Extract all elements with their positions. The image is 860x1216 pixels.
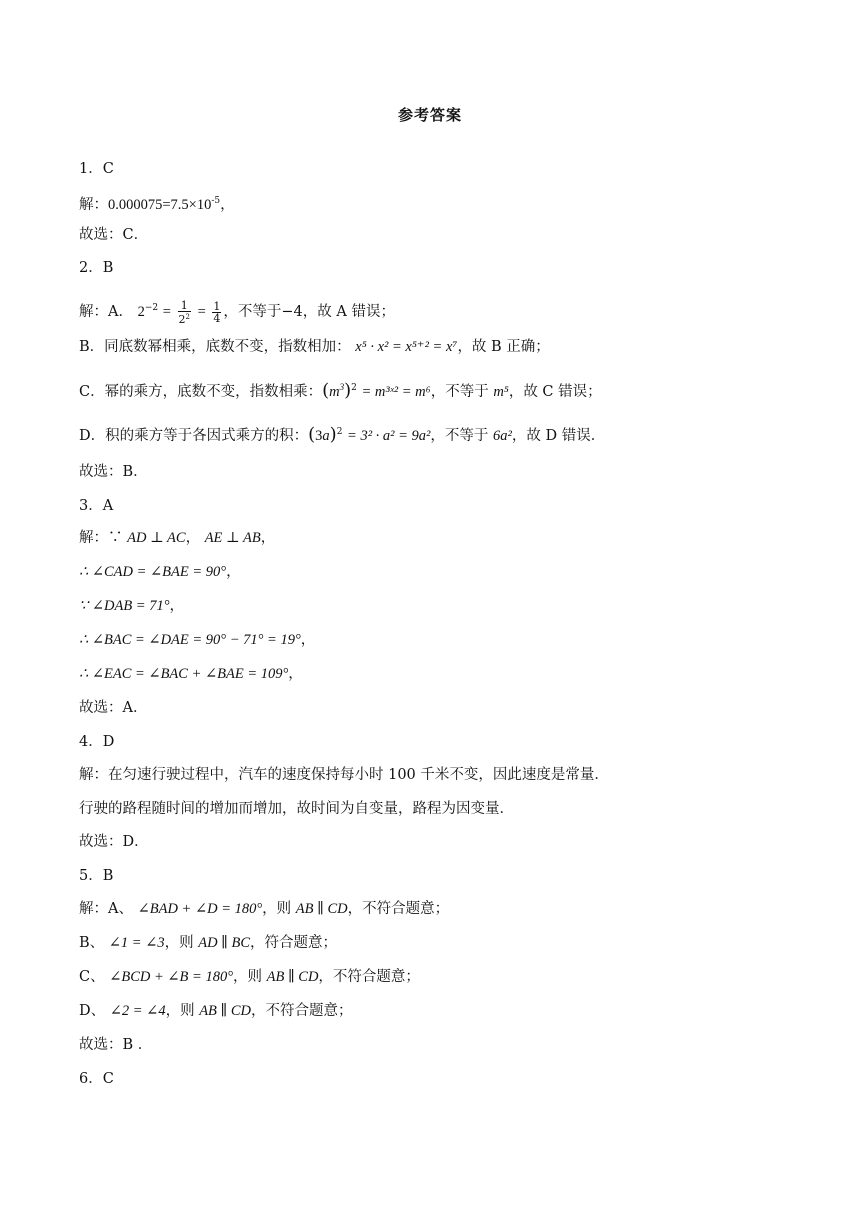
q5-d-tail: ，不符合题意； <box>251 1003 353 1019</box>
q5-a-prefix: 解：A、 <box>79 901 133 917</box>
q3-line-1 <box>79 528 275 548</box>
q3-answer: 3．A <box>79 498 114 514</box>
q5-c-then: ，则 <box>233 969 262 985</box>
q5-b-prefix: B、 <box>79 935 105 951</box>
q5-b-tail: ，符合题意； <box>250 935 338 951</box>
q1-choose: 故选：C． <box>79 227 149 243</box>
q4-choose: 故选：D． <box>79 834 149 850</box>
q2-option-b <box>79 337 550 357</box>
q2-a-exp: −2 <box>144 303 159 313</box>
q5-b-expr: ∠1 = ∠3 <box>108 935 165 951</box>
q3-line-2 <box>79 562 241 582</box>
q2-c-rparen: ) <box>344 380 352 401</box>
q5-d-prefix: D、 <box>79 1003 106 1019</box>
q5-d-par: AB ∥ CD <box>199 1003 252 1019</box>
q1-solution-exponent: -5 <box>211 196 221 206</box>
q2-a-eq2: = <box>197 304 206 320</box>
q2-d-lparen: ( <box>308 424 316 445</box>
q5-b-then: ，则 <box>164 935 194 951</box>
q3-l4-expr: ∴ ∠BAC = ∠DAE = 90° − 71° = 19° <box>79 632 301 648</box>
q2-d-tail: ，故 D 错误． <box>511 428 606 444</box>
q5-d-then: ，则 <box>165 1003 195 1019</box>
q1-solution-expr: 0.000075=7.5×10 <box>108 197 212 213</box>
q2-answer: 2．B <box>79 260 114 276</box>
q5-a-par: AB ∥ CD <box>295 901 348 917</box>
q5-a-tail: ，不符合题意； <box>347 901 450 917</box>
q3-l1-prefix: 解：∵ <box>79 530 123 546</box>
q3-l1-sep: ， <box>185 530 201 546</box>
q2-a-f1-den-base: 2 <box>178 312 186 326</box>
q2-a-base: 2 <box>137 304 145 320</box>
q1-solution-prefix: 解： <box>79 197 108 213</box>
q2-a-tail: ，不等于−4，故 A 错误； <box>223 304 395 320</box>
q4-line-2: 行驶的路程随时间的增加而增加，故时间为自变量，路程为因变量． <box>79 801 514 817</box>
q2-d-text: D．积的乘方等于各因式乘方的积： <box>79 428 309 444</box>
q5-d-expr: ∠2 = ∠4 <box>109 1003 166 1019</box>
q3-l4-comma: ， <box>300 632 316 648</box>
q2-a-prefix: 解：A． <box>79 304 133 320</box>
q5-c-prefix: C、 <box>79 969 105 985</box>
q2-c-expr-tail: = m³ˣ² = m⁶ <box>361 384 431 400</box>
q5-option-b <box>79 933 337 953</box>
q5-option-a <box>79 899 449 919</box>
q3-line-5 <box>79 664 303 684</box>
q2-d-outer-exp: 2 <box>336 427 343 437</box>
q5-a-then: ，则 <box>262 901 292 917</box>
q3-l1-expr1: AD ⊥ AC <box>127 530 186 546</box>
q1-solution <box>79 191 235 215</box>
q3-l2-comma: ， <box>226 564 241 580</box>
q3-l1-expr2: AE ⊥ AB <box>204 530 261 546</box>
q2-choose: 故选：B． <box>79 464 148 480</box>
q2-a-eq1: = <box>162 304 171 320</box>
q2-d-mid: ，不等于 <box>430 428 489 444</box>
q5-choose: 故选：B ． <box>79 1037 153 1053</box>
q2-option-c <box>79 375 602 404</box>
q4-answer: 4．D <box>79 734 115 750</box>
q2-option-d <box>79 420 605 448</box>
q2-c-tail: ，故 C 错误； <box>508 384 602 400</box>
q2-a-f1-den <box>178 312 191 325</box>
q3-line-4 <box>79 630 315 650</box>
page-title: 参考答案 <box>397 106 462 124</box>
q5-answer: 5．B <box>79 868 114 884</box>
q2-d-rparen: ) <box>329 424 337 445</box>
q2-a-f2-num: 1 <box>213 299 221 313</box>
q6-answer: 6．C <box>79 1071 114 1087</box>
q3-l1-end: ， <box>260 530 276 546</box>
q2-option-a <box>79 295 395 325</box>
q5-a-expr: ∠BAD + ∠D = 180° <box>137 901 263 917</box>
q2-c-text: C．幂的乘方，底数不变，指数相乘： <box>79 384 323 400</box>
q4-line-1: 解：在匀速行驶过程中，汽车的速度保持每小时 100 千米不变，因此速度是常量． <box>79 767 609 783</box>
q5-option-d <box>79 1001 353 1021</box>
q2-d-expr-tail: = 3² · a² = 9a² <box>347 428 431 444</box>
q5-option-c <box>79 967 420 987</box>
q5-c-par: AB ∥ CD <box>266 969 319 985</box>
q2-a-fraction-2 <box>212 301 221 324</box>
q2-b-expr: x⁵ · x² = x⁵⁺² = x⁷ <box>355 339 458 355</box>
q2-c-outer-exp: 2 <box>351 383 357 393</box>
q3-l5-expr: ∴ ∠EAC = ∠BAC + ∠BAE = 109° <box>79 666 289 682</box>
q3-l3-expr: ∵ ∠DAB = 71° <box>79 598 170 614</box>
q3-l3-comma: ， <box>169 598 185 614</box>
q2-b-text: B．同底数幂相乘，底数不变，指数相加： <box>79 339 351 355</box>
q3-line-3 <box>79 596 184 616</box>
q3-l5-comma: ， <box>288 666 303 682</box>
q2-a-f1-num: 1 <box>178 300 191 312</box>
q2-a-f2-den: 4 <box>213 311 221 325</box>
q3-choose: 故选：A． <box>79 700 148 716</box>
q5-c-tail: ，不符合题意； <box>318 969 420 985</box>
q5-c-expr: ∠BCD + ∠B = 180° <box>109 969 233 985</box>
q2-c-mid: ，不等于 <box>430 384 489 400</box>
q2-c-m3: $m^3$ <box>329 382 345 400</box>
q2-c-lparen: ( <box>322 380 330 401</box>
q1-answer: 1．C <box>79 161 114 177</box>
q2-b-tail: ，故 B 正确； <box>457 339 550 355</box>
q3-l2-expr: ∴ ∠CAD = ∠BAE = 90° <box>79 564 227 580</box>
q2-a-f1-den-exp: 2 <box>185 312 190 321</box>
q2-d-6a2: 6a² <box>493 428 512 444</box>
q2-a-fraction-1 <box>178 300 191 325</box>
q2-d-3a: 3a <box>315 428 330 444</box>
q5-b-par: AD ∥ BC <box>198 935 251 951</box>
q2-c-m5: m⁵ <box>493 384 509 400</box>
q1-solution-end: ， <box>220 197 235 213</box>
